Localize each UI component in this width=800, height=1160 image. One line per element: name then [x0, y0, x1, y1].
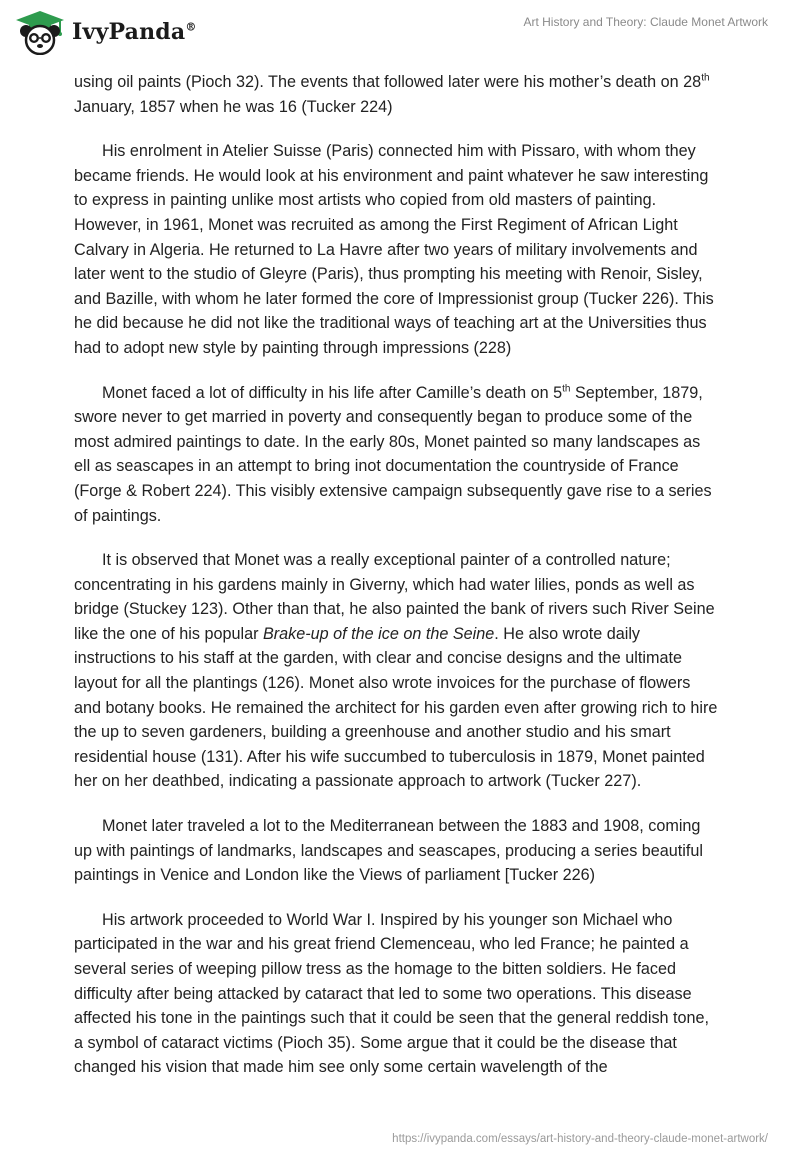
painting-title: Brake-up of the ice on the Seine	[262, 624, 495, 643]
source-url-link[interactable]: https://ivypanda.com/essays/art-history-and-theory-claude-monet-artwork/	[392, 1133, 768, 1145]
brand-logo[interactable]	[14, 8, 197, 56]
essay-paragraph: Monet faced a lot of difficulty in his life after Camille’s death on 5th September, 1879, swore never to get married in poverty and consequently began to produce some of the most admired paintings to date. In the early 80s, Monet painted so many landscapes as ell as seascapes in an attempt to bring inot documentation the countryside of France (Forge & Robert 224). This visibly extensive campaign subsequently gave rise to a series of paintings.	[74, 383, 712, 525]
essay-body	[74, 70, 720, 1100]
page-header	[0, 0, 800, 62]
panda-logo-icon	[14, 9, 66, 55]
essay-paragraph: It is observed that Monet was a really exceptional painter of a controlled nature; concentrating in his gardens mainly in Giverny, which had water lilies, ponds as well as bridge (Stuckey 123). Other than that, he also painted the bank of rivers such River Seine like the one of his popular Brake-up of the ice on the Seine. He also wrote daily instructions to his staff at the garden, with clear and concise designs and the ultimate layout for all the plantings (126). Monet also wrote invoices for the purchase of flowers and botany books. He remained the architect for his garden even after growing rich to hire the up to seven gardeners, building a greenhouse and another studio and his smart residential house (131). After his wife succumbed to tuberculosis in 1879, Monet painted her on her deathbed, indicating a passionate approach to artwork (Tucker 227).	[74, 551, 718, 791]
essay-paragraph: His artwork proceeded to World War I. Inspired by his younger son Michael who participated in the war and his great friend Clemenceau, who led France; he painted a several series of weeping pillow tress as the homage to the bitten soldiers. He faced difficulty after being attacked by cataract that led to some two operations. This disease affected his tone in the paintings such that it could be seen that the general reddish tone, a symbol of cataract victims (Pioch 35). Some argue that it could be the disease that changed his vision that made him see only some certain wavelength of the	[74, 910, 710, 1077]
document-title: Art History and Theory: Claude Monet Artwork	[523, 15, 768, 29]
essay-paragraph: Monet later traveled a lot to the Mediterranean between the 1883 and 1908, coming up with paintings of landmarks, landscapes and seascapes, producing a series beautiful paintings in Venice and London like the Views of parliament [Tucker 226)	[74, 817, 703, 885]
essay-paragraph: using oil paints (Pioch 32). The events that followed later were his mother’s death on 28th January, 1857 when he was 16 (Tucker 224)	[74, 72, 710, 116]
brand-name: IvyPanda®	[72, 19, 197, 45]
essay-paragraph: His enrolment in Atelier Suisse (Paris) connected him with Pissaro, with whom they became friends. He would look at his environment and paint whatever he saw interesting to express in painting unlike most artists who copied from old masters of painting. However, in 1961, Monet was recruited as among the First Regiment of African Light Calvary in Algeria. He returned to La Havre after two years of military involvements and later went to the studio of Gleyre (Paris), thus prompting his meeting with Renoir, Sisley, and Bazille, with whom he later formed the core of Impressionist group (Tucker 226). This he did because he did not like the traditional ways of teaching art at the Universities thus had to adopt new style by painting through impressions (228)	[74, 142, 714, 357]
